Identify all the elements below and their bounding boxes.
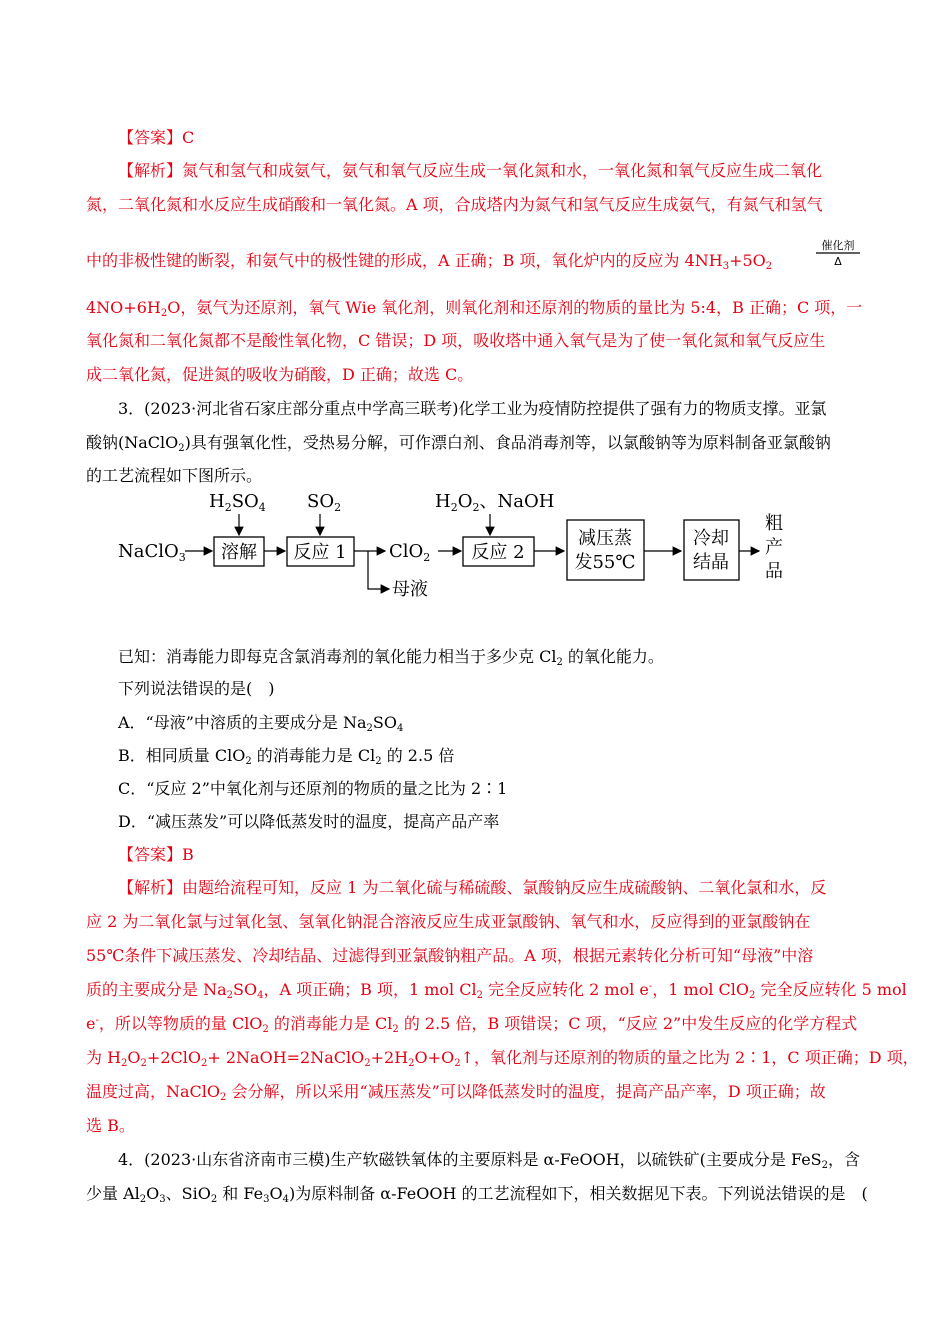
analysis-line: e-，所以等物质的量 ClO$_2$ 的消毒能力是 $Cl_2$ 的 2.5 倍，B 项错误；C 项，“反应 2”中发生反应的化学方程式 [86, 1014, 858, 1035]
intermediate-clo2: ClO$_2$ [389, 541, 431, 564]
product-label: 粗 [765, 513, 783, 534]
analysis-line: $4NO+6H_2O$，氨气为还原剂，氧气 Wie 氧化剂，则氧化剂和还原剂的物质的量比为 5:4，B 正确；C 项，一 [86, 298, 863, 319]
catalyst-condition-arrow [814, 238, 862, 266]
svg-text:减压蒸: 减压蒸 [578, 528, 632, 549]
question-stem: 下列说法错误的是( ) [118, 679, 275, 698]
answer-label: 【答案】 [118, 128, 183, 147]
answer-line [118, 844, 898, 866]
analysis-line: 中的非极性键的断裂，和氨气中的极性键的形成，A 正确；B 项，氧化炉内的反应为 $4NH_3+5O_2$ [86, 251, 773, 272]
question-line: 的工艺流程如下图所示。 [86, 466, 263, 485]
analysis-line: 55℃条件下减压蒸发、冷却结晶、过滤得到亚氯酸钠粗产品。A 项，根据元素转化分析可知“母液”中溶 [86, 946, 814, 965]
option-b: B．相同质量 ClO$_2$ 的消毒能力是 $Cl_2$ 的 2.5 倍 [118, 746, 455, 767]
svg-text:冷却: 冷却 [693, 528, 729, 549]
question-line: 4．(2023·山东省济南市三模)生产软磁铁氧体的主要原料是 α-FeOOH，以硫铁矿(主要成分是 FeS$_2$，含 [118, 1150, 861, 1171]
svg-text:结晶: 结晶 [693, 552, 729, 573]
svg-text:品: 品 [765, 561, 783, 582]
reagent-h2so4: $H_2SO_4$ [209, 491, 266, 514]
analysis-line: 温度过高，NaClO$_2$ 会分解，所以采用“减压蒸发”可以降低蒸发时的温度，提高产品产率，D 项正确；故 [86, 1082, 826, 1103]
box-reaction1-label: 反应 1 [293, 542, 347, 563]
reagent-naclo3: NaClO$_3$ [118, 541, 186, 564]
box-dissolve-label: 溶解 [221, 542, 257, 563]
analysis-line: 【解析】氮气和氢气和成氨气，氨气和氧气反应生成一氧化氮和水，一氧化氮和氧气反应生成二氧化 [118, 161, 823, 180]
answer-line [118, 127, 898, 149]
option-a: A．“母液”中溶质的主要成分是 $Na_2SO_4$ [118, 713, 404, 734]
heat-label: Δ [834, 255, 842, 266]
process-flow-diagram [115, 485, 815, 597]
reagent-so2: $SO_2$ [307, 491, 342, 514]
analysis-line: 【解析】由题给流程可知，反应 1 为二氧化硫与稀硫酸、氯酸钠反应生成硫酸钠、二氧化氯和水，反 [118, 878, 827, 897]
analysis-line: 应 2 为二氧化氯与过氧化氢、氢氧化钠混合溶液反应生成亚氯酸钠、氧气和水，反应得到的亚氯酸钠在 [86, 912, 811, 931]
reagent-h2o2-naoh: $H_2O_2$、NaOH [435, 491, 555, 514]
question-line: 少量 $Al_2O_3$、SiO$_2$ 和 $Fe_3O_4$)为原料制备 α-FeOOH 的工艺流程如下，相关数据见下表。下列说法错误的是 ( [86, 1184, 868, 1205]
answer-value: B [182, 845, 194, 864]
mother-liquor-label: 母液 [392, 579, 428, 597]
analysis-line: 成二氧化氮，促进氮的吸收为硝酸，D 正确；故选 C。 [86, 365, 474, 384]
answer-value: C [182, 128, 195, 147]
analysis-line: 质的主要成分是 $Na_2SO_4$，A 项正确；B 项，1 mol $Cl_2$ 完全反应转化 2 mol e-，1 mol ClO$_2$ 完全反应转化 5 mol [86, 980, 907, 1001]
analysis-label: 【解析】 [118, 878, 183, 897]
known-condition: 已知：消毒能力即每克含氯消毒剂的氧化能力相当于多少克 $Cl_2$ 的氧化能力。 [118, 647, 664, 668]
catalyst-label: 催化剂 [821, 239, 855, 252]
question-line: 酸钠(NaClO$_2$)具有强氧化性，受热易分解，可作漂白剂、食品消毒剂等，以氯酸钠等为原料制备亚氯酸钠 [86, 433, 831, 454]
svg-text:发55℃: 发55℃ [574, 552, 636, 573]
analysis-line: 氧化氮和二氧化氮都不是酸性氧化物，C 错误；D 项，吸收塔中通入氧气是为了使一氧化氮和氧气反应生 [86, 331, 826, 350]
svg-text:产: 产 [765, 537, 783, 558]
box-reaction2-label: 反应 2 [471, 542, 525, 563]
option-d: D．“减压蒸发”可以降低蒸发时的温度，提高产品产率 [118, 812, 500, 831]
answer-label: 【答案】 [118, 845, 183, 864]
analysis-line: 选 B。 [86, 1116, 135, 1135]
option-c: C．“反应 2”中氧化剂与还原剂的物质的量之比为 2∶1 [118, 779, 508, 798]
analysis-line: 为 $H_2O_2+2ClO_2+$ $2NaOH=2NaClO_2+2H_2O+O_2↑$，氧化剂与还原剂的物质的量之比为 2∶1，C 项正确；D 项， [86, 1048, 919, 1069]
question-line: 3．(2023·河北省石家庄部分重点中学高三联考)化学工业为疫情防控提供了强有力的物质支撑。亚氯 [118, 399, 827, 418]
analysis-line: 氮，二氧化氮和水反应生成硝酸和一氧化氮。A 项，合成塔内为氮气和氢气反应生成氨气，有氮气和氢气 [86, 195, 823, 214]
analysis-label: 【解析】 [118, 161, 183, 180]
